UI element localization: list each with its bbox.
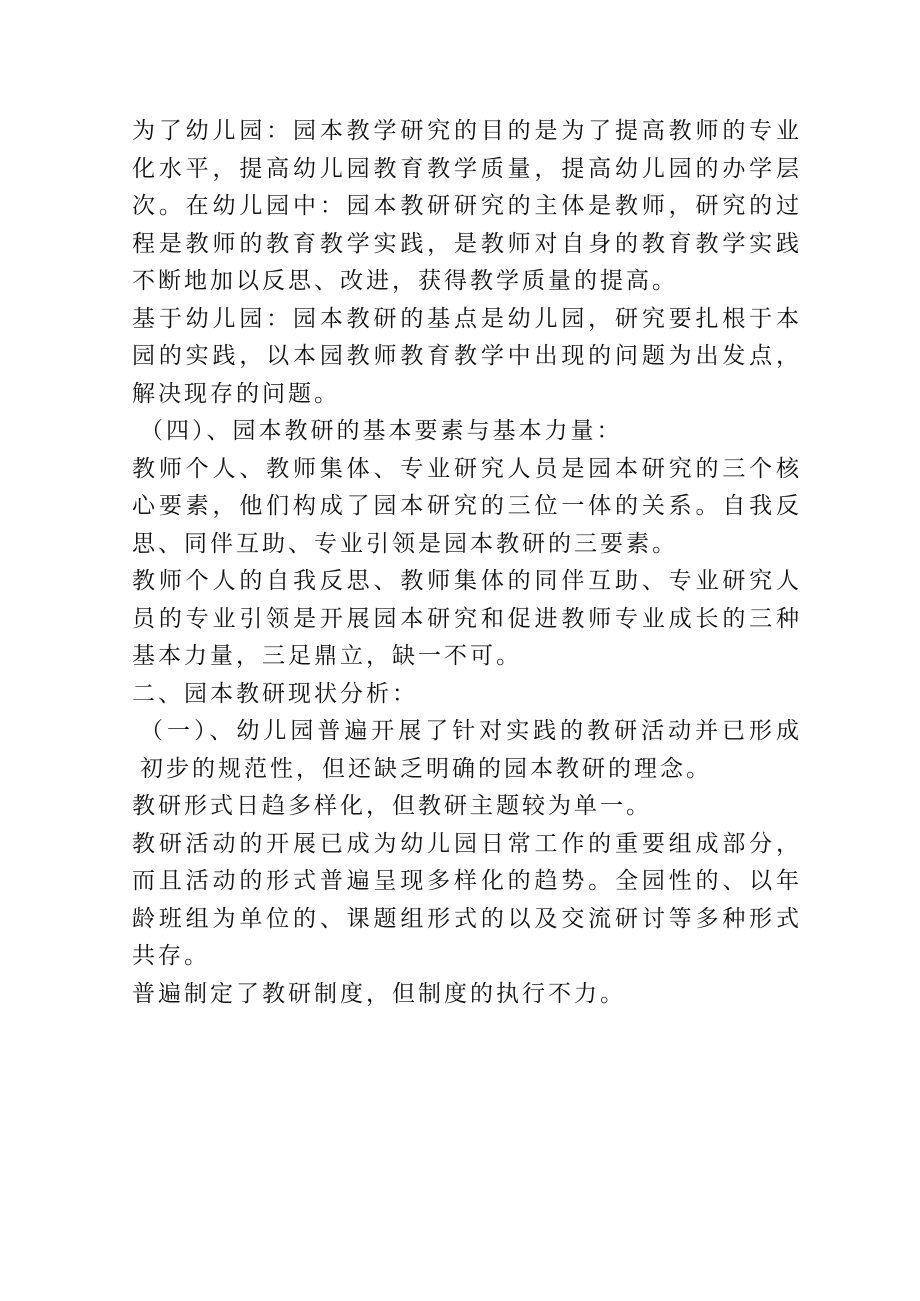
heading-status-analysis: 二、园本教研现状分析： bbox=[132, 680, 418, 707]
paragraph-core-elements: 教师个人、教师集体、专业研究人员是园本研究的三个核心要素，他们构成了园本研究的三位一体的关系。自我反思、同伴互助、专业引领是园本教研的三要素。 bbox=[132, 455, 802, 557]
paragraph-activity-forms: 教研活动的开展已成为幼儿园日常工作的重要组成部分，而且活动的形式普遍呈现多样化的趋势。全园性的、以年龄班组为单位的、课题组形式的以及交流研讨等多种形式共存。 bbox=[132, 830, 802, 969]
paragraph-system-execution: 普遍制定了教研制度，但制度的执行不力。 bbox=[132, 980, 626, 1007]
paragraph-purpose: 为了幼儿园：园本教学研究的目的是为了提高教师的专业化水平，提高幼儿园教育教学质量，提高幼儿园的办学层次。在幼儿园中：园本教研研究的主体是教师，研究的过程是教师的教育教学实践，是教师对自身的教育教学实践不断地加以反思、改进，获得教学质量的提高。 bbox=[132, 118, 802, 294]
paragraph-basic-forces: 教师个人的自我反思、教师集体的同伴互助、专业研究人员的专业引领是开展园本研究和促进教师专业成长的三种基本力量，三足鼎立，缺一不可。 bbox=[132, 568, 802, 669]
heading-status-one: （一）、幼儿园普遍开展了针对实践的教研活动并已形成初步的规范性，但还缺乏明确的园本教研的理念。 bbox=[140, 718, 802, 782]
paragraph-basis: 基于幼儿园：园本教研的基点是幼儿园，研究要扎根于本园的实践，以本园教师教育教学中出现的问题为出发点，解决现存的问题。 bbox=[132, 305, 802, 407]
heading-elements-forces: （四）、园本教研的基本要素与基本力量： bbox=[140, 418, 623, 444]
paragraph-forms-diverse: 教研形式日趋多样化，但教研主题较为单一。 bbox=[132, 793, 652, 819]
document-body bbox=[132, 113, 802, 1013]
